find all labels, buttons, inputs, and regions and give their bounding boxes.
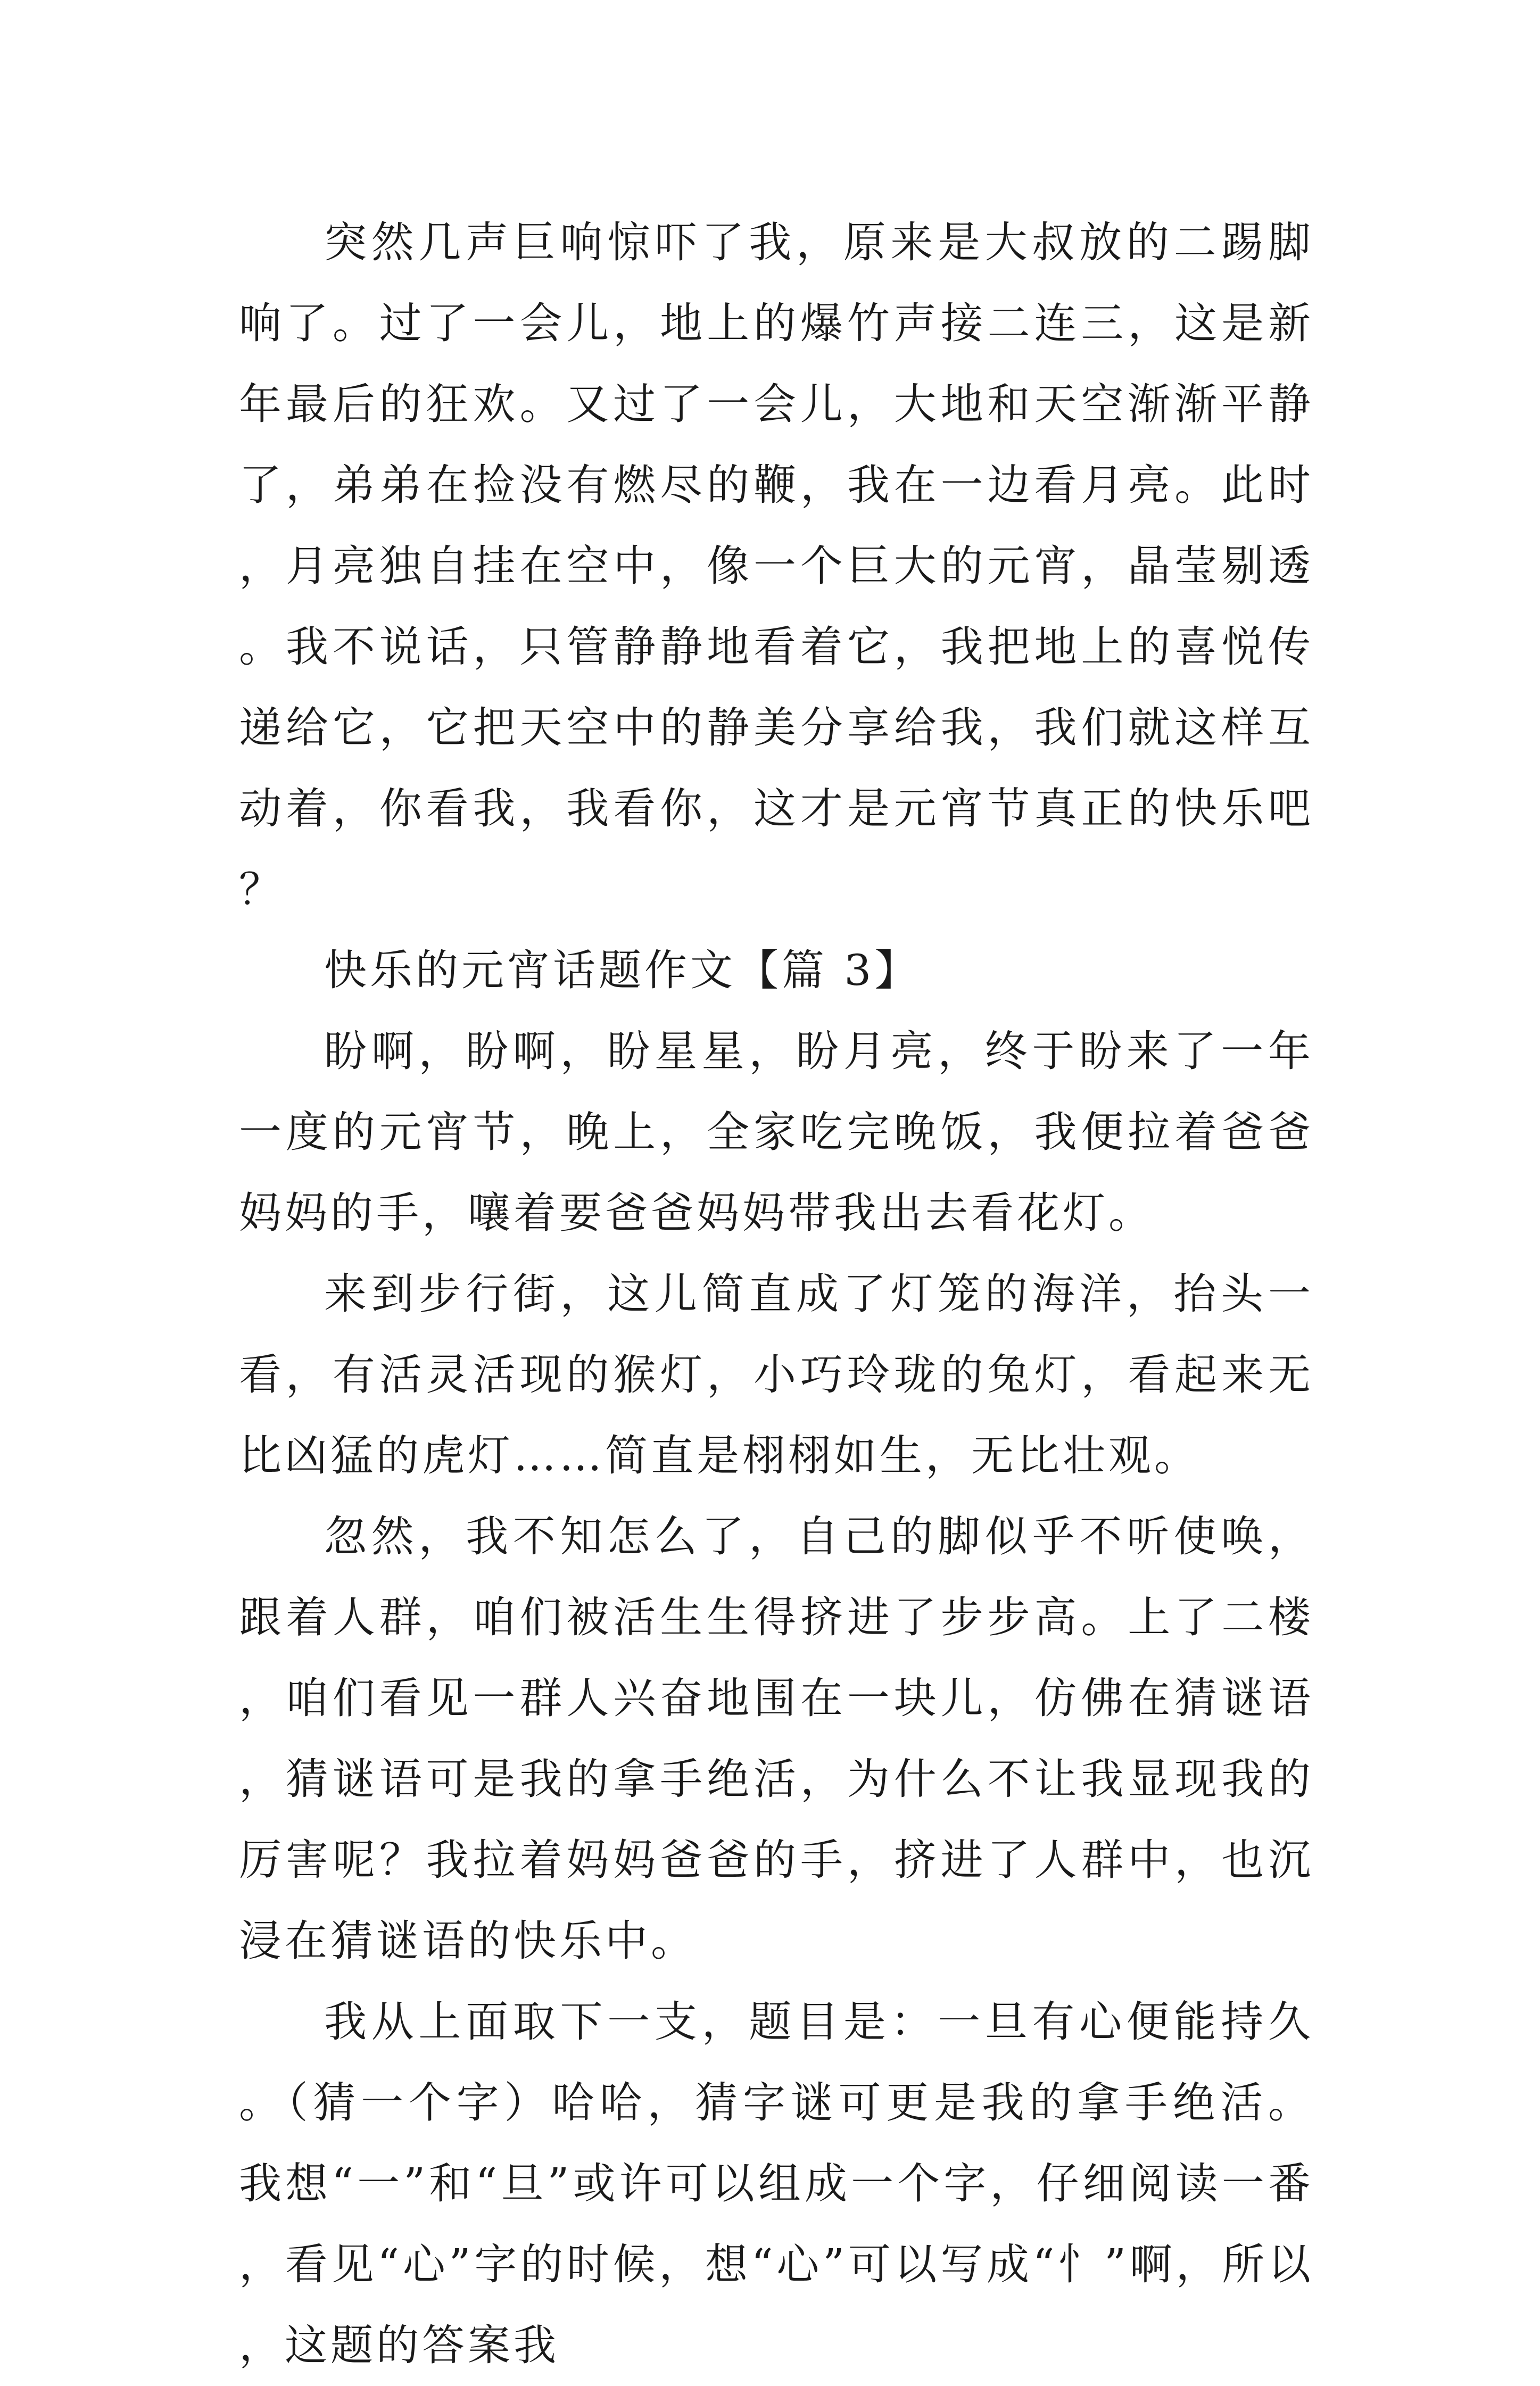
paragraph-3: 来到步行街，这儿简直成了灯笼的海洋，抬头一看，有活灵活现的猴灯，小巧玲珑的兔灯，看起来无比凶猛的虎灯……简直是栩栩如生，无比壮观。 [239,1269,1314,1480]
paragraph-5: 我从上面取下一支，题目是：一旦有心便能持久。（猜一个字）哈哈，猜字谜可更是我的拿手绝活。我想“一”和“旦”或许可以组成一个字，仔细阅读一番，看见“心”字的时候，想“心”可以写成“忄”啊，所以，这题的答案我 [239,1997,1314,2370]
document-body [239,202,1314,2386]
paragraph-4: 忽然，我不知怎么了，自己的脚似乎不听使唤，跟着人群，咱们被活生生得挤进了步步高。上了二楼，咱们看见一群人兴奋地围在一块儿，仿佛在猜谜语，猜谜语可是我的拿手绝活，为什么不让我显现我的厉害呢？我拉着妈妈爸爸的手，挤进了人群中，也沉浸在猜谜语的快乐中。 [239,1512,1314,1966]
paragraph-2: 盼啊，盼啊，盼星星，盼月亮，终于盼来了一年一度的元宵节，晚上，全家吃完晚饭，我便拉着爸爸妈妈的手，嚷着要爸爸妈妈带我出去看花灯。 [239,1026,1314,1238]
section-heading: 快乐的元宵话题作文【篇 3】 [324,946,921,995]
paragraph-1: 突然几声巨响惊吓了我，原来是大叔放的二踢脚响了。过了一会儿，地上的爆竹声接二连三，这是新年最后的狂欢。又过了一会儿，大地和天空渐渐平静了，弟弟在捡没有燃尽的鞭，我在一边看月亮。此时，月亮独自挂在空中，像一个巨大的元宵，晶莹剔透。我不说话，只管静静地看着它，我把地上的喜悦传递给它，它把天空中的静美分享给我，我们就这样互动着，你看我，我看你，这才是元宵节真正的快乐吧？ [239,218,1314,914]
